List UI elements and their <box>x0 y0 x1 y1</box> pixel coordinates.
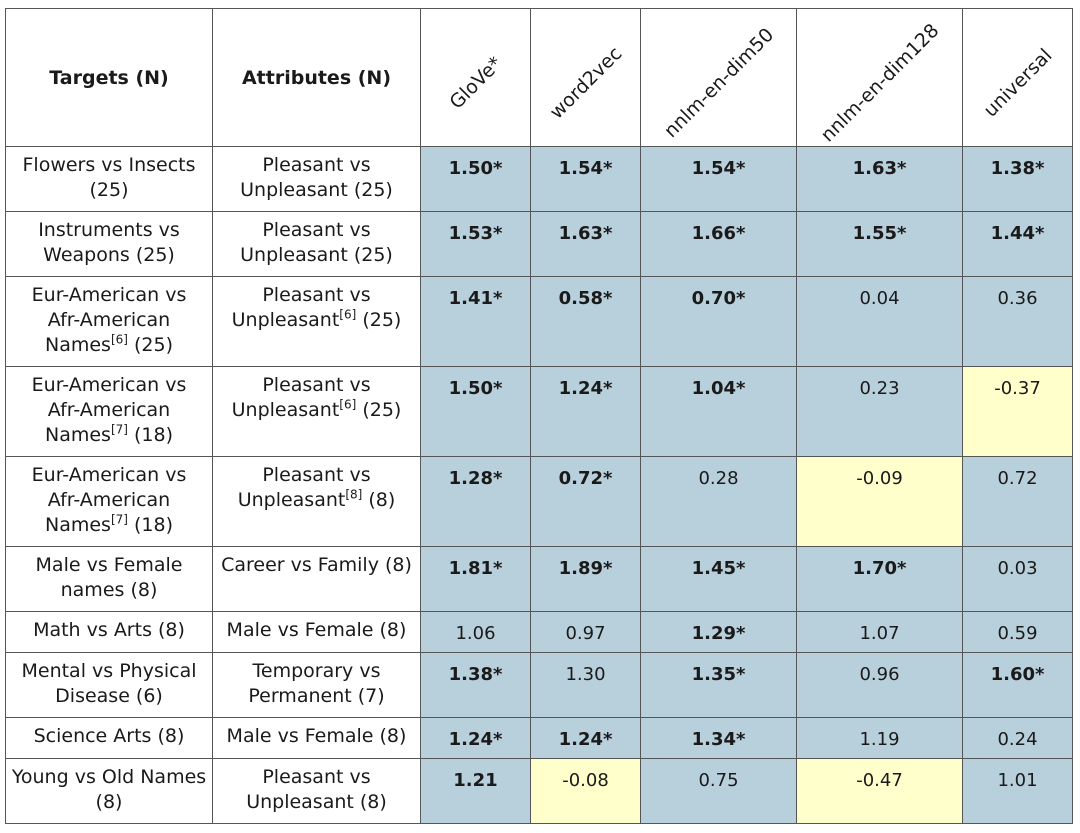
value-cell: 1.70* <box>797 547 963 612</box>
header-targets: Targets (N) <box>6 9 213 147</box>
value-cell: 0.04 <box>797 277 963 367</box>
value-cell: 0.28 <box>641 457 797 547</box>
target-line: Eur-American vs <box>31 284 187 306</box>
attribute-cell: Pleasant vs Unpleasant (25) <box>213 212 421 277</box>
header-model-nnlm128 <box>797 9 963 147</box>
header-model-universal <box>963 9 1073 147</box>
attribute-cell: Male vs Female (8) <box>213 718 421 759</box>
attribute-cell: Male vs Female (8) <box>213 612 421 653</box>
attribute-cell <box>213 367 421 457</box>
header-model-word2vec <box>531 9 641 147</box>
table-row <box>6 759 1073 824</box>
value-cell: 1.41* <box>421 277 531 367</box>
citation-sup: [8] <box>345 487 363 502</box>
attribute-cell: Career vs Family (8) <box>213 547 421 612</box>
table-row <box>6 147 1073 212</box>
value-cell: 0.70* <box>641 277 797 367</box>
attr-line: Unpleasant <box>237 489 346 511</box>
header-model-label: word2vec <box>545 42 626 124</box>
value-cell: 1.38* <box>963 147 1073 212</box>
value-cell: 1.45* <box>641 547 797 612</box>
header-model-label: nnlm-en-dim50 <box>659 23 778 143</box>
target-line: Names <box>45 424 111 446</box>
table-row <box>6 612 1073 653</box>
value-cell: 1.66* <box>641 212 797 277</box>
value-cell: 1.63* <box>531 212 641 277</box>
value-cell: 1.89* <box>531 547 641 612</box>
header-model-label: nnlm-en-dim128 <box>816 19 943 147</box>
value-cell: 1.63* <box>797 147 963 212</box>
header-model-label: GloVe* <box>444 52 507 114</box>
target-line: Eur-American vs <box>31 464 187 486</box>
value-cell: 0.75 <box>641 759 797 824</box>
target-line: Eur-American vs <box>31 374 187 396</box>
value-cell: -0.08 <box>531 759 641 824</box>
value-cell: 1.24* <box>531 718 641 759</box>
value-cell: 0.72* <box>531 457 641 547</box>
table-row <box>6 212 1073 277</box>
attr-count: (8) <box>362 489 396 511</box>
value-cell: 1.54* <box>531 147 641 212</box>
value-cell: 1.50* <box>421 147 531 212</box>
table-row <box>6 277 1073 367</box>
attr-count: (25) <box>356 309 402 331</box>
target-cell: Math vs Arts (8) <box>6 612 213 653</box>
value-cell: 0.23 <box>797 367 963 457</box>
value-cell: 0.96 <box>797 653 963 718</box>
attr-line: Unpleasant <box>231 309 340 331</box>
table-row <box>6 367 1073 457</box>
attr-count: (25) <box>356 399 402 421</box>
value-cell: 1.81* <box>421 547 531 612</box>
target-cell: Male vs Female names (8) <box>6 547 213 612</box>
value-cell: -0.09 <box>797 457 963 547</box>
value-cell: 0.03 <box>963 547 1073 612</box>
value-cell: 1.55* <box>797 212 963 277</box>
attribute-cell: Pleasant vs Unpleasant (25) <box>213 147 421 212</box>
header-model-nnlm50 <box>641 9 797 147</box>
value-cell: -0.37 <box>963 367 1073 457</box>
attr-line: Unpleasant <box>231 399 340 421</box>
target-line: Afr-American <box>47 309 171 331</box>
attribute-cell <box>213 457 421 547</box>
value-cell: 1.19 <box>797 718 963 759</box>
attr-line: Pleasant vs <box>262 374 371 396</box>
table-row <box>6 457 1073 547</box>
value-cell: 1.24* <box>531 367 641 457</box>
attr-line: Pleasant vs <box>262 284 371 306</box>
table-row <box>6 718 1073 759</box>
target-cell <box>6 367 213 457</box>
target-cell <box>6 277 213 367</box>
target-cell: Instruments vs Weapons (25) <box>6 212 213 277</box>
header-model-glove <box>421 9 531 147</box>
table-row <box>6 547 1073 612</box>
value-cell: 1.21 <box>421 759 531 824</box>
value-cell: 0.72 <box>963 457 1073 547</box>
target-cell <box>6 457 213 547</box>
attribute-cell <box>213 277 421 367</box>
citation-sup: [6] <box>339 307 357 322</box>
value-cell: 1.53* <box>421 212 531 277</box>
target-cell: Young vs Old Names (8) <box>6 759 213 824</box>
header-model-label: universal <box>978 44 1057 122</box>
citation-sup: [7] <box>110 512 128 527</box>
value-cell: -0.47 <box>797 759 963 824</box>
attr-line: Pleasant vs <box>262 464 371 486</box>
results-table <box>5 8 1073 824</box>
value-cell: 1.34* <box>641 718 797 759</box>
value-cell: 1.28* <box>421 457 531 547</box>
header-attributes: Attributes (N) <box>213 9 421 147</box>
target-cell: Science Arts (8) <box>6 718 213 759</box>
value-cell: 1.29* <box>641 612 797 653</box>
attribute-cell: Temporary vs Permanent (7) <box>213 653 421 718</box>
value-cell: 1.24* <box>421 718 531 759</box>
table-row <box>6 653 1073 718</box>
target-count: (18) <box>127 424 173 446</box>
value-cell: 0.97 <box>531 612 641 653</box>
value-cell: 1.30 <box>531 653 641 718</box>
value-cell: 1.54* <box>641 147 797 212</box>
target-count: (18) <box>127 514 173 536</box>
value-cell: 1.35* <box>641 653 797 718</box>
attribute-cell: Pleasant vs Unpleasant (8) <box>213 759 421 824</box>
citation-sup: [6] <box>110 332 128 347</box>
value-cell: 0.58* <box>531 277 641 367</box>
target-cell: Flowers vs Insects (25) <box>6 147 213 212</box>
value-cell: 1.01 <box>963 759 1073 824</box>
citation-sup: [6] <box>339 397 357 412</box>
value-cell: 0.59 <box>963 612 1073 653</box>
header-row <box>6 9 1073 147</box>
value-cell: 1.04* <box>641 367 797 457</box>
target-line: Names <box>45 334 111 356</box>
target-line: Afr-American <box>47 489 171 511</box>
citation-sup: [7] <box>110 422 128 437</box>
value-cell: 1.07 <box>797 612 963 653</box>
value-cell: 0.36 <box>963 277 1073 367</box>
value-cell: 1.38* <box>421 653 531 718</box>
results-table-wrapper <box>5 8 1073 824</box>
target-count: (25) <box>127 334 173 356</box>
value-cell: 1.50* <box>421 367 531 457</box>
target-line: Names <box>45 514 111 536</box>
target-cell: Mental vs Physical Disease (6) <box>6 653 213 718</box>
value-cell: 1.06 <box>421 612 531 653</box>
value-cell: 1.44* <box>963 212 1073 277</box>
value-cell: 1.60* <box>963 653 1073 718</box>
value-cell: 0.24 <box>963 718 1073 759</box>
target-line: Afr-American <box>47 399 171 421</box>
